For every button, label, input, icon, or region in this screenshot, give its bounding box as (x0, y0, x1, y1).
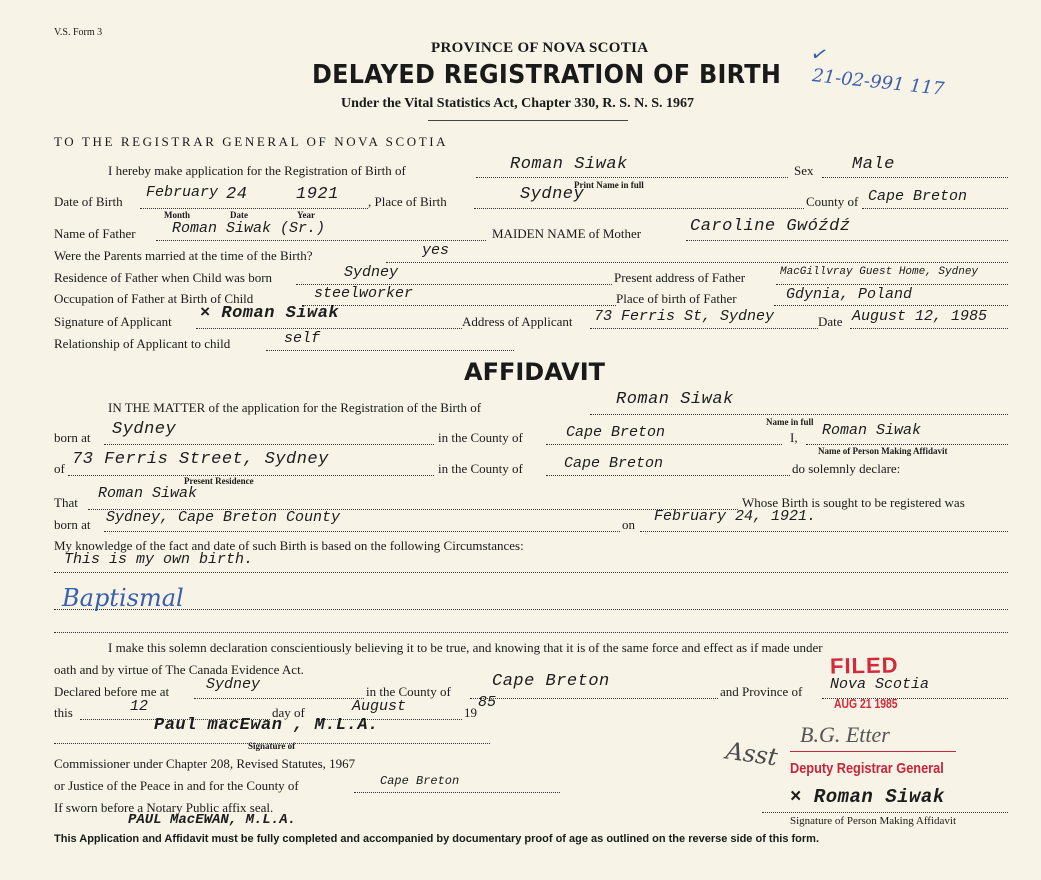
registrar-initials: B.G. Etter (800, 722, 890, 747)
present-address-value: MacGillvray Guest Home, Sydney (780, 266, 979, 278)
aff-that-name-value: Roman Siwak (98, 485, 198, 502)
present-address-label: Present address of Father (614, 270, 746, 285)
act-subtitle: Under the Vital Statistics Act, Chapter 330, R. S. N. S. 1967 (341, 96, 694, 111)
affidavit-heading: AFFIDAVIT (464, 358, 606, 386)
addressee: TO THE REGISTRAR GENERAL OF NOVA SCOTIA (54, 134, 449, 149)
month-caption: Month (164, 210, 191, 220)
declared-county-value: Cape Breton (492, 672, 610, 691)
sig-person-caption: Signature of Person Making Affidavit (790, 815, 956, 827)
declared-before-label: Declared before me at (54, 684, 170, 699)
occupation-value: steelworker (314, 285, 414, 302)
maiden-label: MAIDEN NAME of Mother (492, 226, 642, 241)
notary-label: If sworn before a Notary Public affix seal. (54, 800, 274, 815)
in-county-label-2: in the County of (438, 461, 523, 476)
place-of-birth-value: Sydney (520, 185, 585, 204)
print-name-caption: Print Name in full (574, 180, 644, 190)
relationship-label: Relationship of Applicant to child (54, 336, 231, 351)
day-of-label: day of (272, 705, 305, 720)
solemnly-label: do solemnly declare: (792, 461, 901, 476)
father-birthplace-label: Place of birth of Father (616, 291, 737, 306)
name-in-full-caption: Name in full (766, 417, 814, 427)
born-at-label: born at (54, 430, 91, 445)
in-county-label-1: in the County of (438, 430, 523, 445)
year-prefix: 19 (464, 705, 477, 720)
notary-name-value: PAUL MacEWAN, M.L.A. (128, 812, 297, 828)
sex-label: Sex (794, 163, 814, 178)
relationship-value: self (284, 330, 321, 347)
knowledge-label: My knowledge of the fact and date of such Birth is based on the following Circumstances: (54, 538, 524, 553)
signature-label: Signature of Applicant (54, 314, 172, 329)
of-label: of (54, 461, 65, 476)
filed-date-stamp: AUG 21 1985 (834, 696, 898, 711)
married-label: Were the Parents married at the time of the Birth? (54, 248, 313, 263)
jp-county-value: Cape Breton (380, 774, 460, 788)
address-applicant-value: 73 Ferris St, Sydney (594, 308, 775, 325)
asst-handwriting: Asst (724, 736, 780, 772)
signature-of-caption: Signature of (248, 741, 296, 751)
circumstance-2-value: Baptismal (62, 584, 184, 612)
aff-county-2-value: Cape Breton (564, 455, 664, 472)
address-applicant-label: Address of Applicant (462, 314, 573, 329)
residence-label: Residence of Father when Child was born (54, 270, 273, 285)
page-title: DELAYED REGISTRATION OF BIRTH (312, 60, 782, 90)
year-caption: Year (297, 210, 315, 220)
declared-province-value: Nova Scotia (830, 676, 930, 693)
dob-label: Date of Birth (54, 194, 123, 209)
born-at-label-2: born at (54, 517, 91, 532)
filed-stamp: FILED (829, 652, 899, 679)
application-date-value: August 12, 1985 (852, 308, 988, 325)
father-name-value: Roman Siwak (Sr.) (172, 220, 326, 237)
on-label: on (622, 517, 635, 532)
this-label: this (54, 705, 73, 720)
date-label: Date (818, 314, 843, 329)
justice-label: or Justice of the Peace in and for the County of (54, 778, 299, 793)
circumstance-1-value: This is my own birth. (64, 551, 254, 568)
father-label: Name of Father (54, 226, 136, 241)
name-person-caption: Name of Person Making Affidavit (818, 446, 948, 456)
whose-birth-label: Whose Birth is sought to be registered was (742, 495, 965, 510)
aff-child-name-value: Roman Siwak (616, 390, 734, 409)
declared-month-value: August (352, 698, 407, 715)
declaration-line-2: oath and by virtue of The Canada Evidence Act. (54, 662, 304, 677)
commissioner-signature: Paul macEwan , M.L.A. (154, 716, 379, 735)
applicant-signature: × Roman Siwak (200, 304, 340, 323)
checkmark-icon: ✓ (808, 42, 831, 68)
in-matter-label: IN THE MATTER of the application for the Registration of the Birth of (108, 400, 482, 415)
province-of-label: and Province of (720, 684, 803, 699)
date-caption: Date (230, 210, 248, 220)
aff-born-at-value: Sydney (112, 420, 177, 439)
apply-label: I hereby make application for the Registration of Birth of (108, 163, 406, 178)
dob-month-value: February (146, 184, 219, 201)
place-of-birth-label: , Place of Birth (368, 194, 447, 209)
dob-year-value: 1921 (296, 185, 339, 204)
that-label: That (54, 495, 78, 510)
aff-born-place-value: Sydney, Cape Breton County (106, 509, 341, 526)
father-birthplace-value: Gdynia, Poland (786, 286, 913, 303)
footer-note: This Application and Affidavit must be fully completed and accompanied by documentary proof of age as outlined on the reverse side of this form. (54, 833, 820, 845)
declared-year-value: 85 (478, 694, 497, 711)
affiant-signature: × Roman Siwak (790, 786, 945, 808)
child-name-value: Roman Siwak (510, 155, 628, 174)
county-value: Cape Breton (868, 188, 968, 205)
aff-county-1-value: Cape Breton (566, 424, 666, 441)
affiant-name-value: Roman Siwak (822, 422, 922, 439)
in-county-label-3: in the County of (366, 684, 451, 699)
title-rule (428, 120, 628, 121)
aff-residence-value: 73 Ferris Street, Sydney (72, 450, 329, 469)
aff-born-date-value: February 24, 1921. (654, 508, 817, 525)
mother-maiden-value: Caroline Gwóźdź (690, 217, 851, 236)
present-residence-caption: Present Residence (184, 476, 254, 486)
declared-at-value: Sydney (206, 676, 261, 693)
registration-number: 21-02-991 117 (811, 65, 946, 100)
i-label: I, (790, 430, 798, 445)
deputy-registrar-stamp: Deputy Registrar General (790, 760, 944, 777)
county-label: County of (806, 194, 859, 209)
dob-day-value: 24 (226, 185, 248, 204)
form-id: V.S. Form 3 (54, 27, 103, 38)
declared-day-value: 12 (130, 698, 149, 715)
residence-value: Sydney (344, 264, 399, 281)
occupation-label: Occupation of Father at Birth of Child (54, 291, 254, 306)
married-value: yes (422, 242, 450, 259)
sex-value: Male (852, 155, 895, 174)
declaration-line-1: I make this solemn declaration conscientiously believing it to be true, and knowing that it is of the same force and effect as if made under (108, 640, 823, 655)
commissioner-label: Commissioner under Chapter 208, Revised Statutes, 1967 (54, 756, 356, 771)
province-title: PROVINCE OF NOVA SCOTIA (431, 40, 649, 56)
